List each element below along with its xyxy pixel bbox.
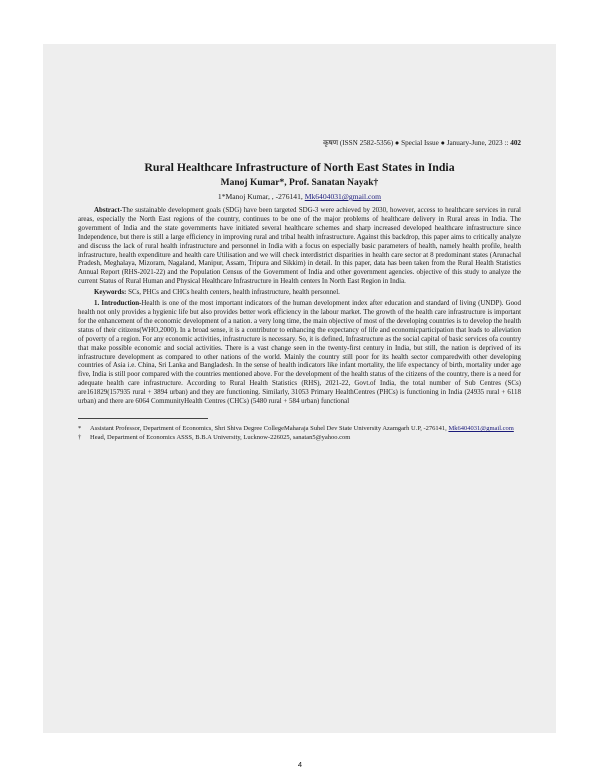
footnote-text bbox=[90, 434, 521, 442]
affiliation-email-link[interactable]: Mk6404031@gmail.com bbox=[304, 192, 382, 201]
footnote-email-link[interactable]: Mk6404031@gmail.com bbox=[448, 424, 514, 432]
running-header bbox=[78, 138, 521, 148]
introduction-heading: 1. Introduction- bbox=[94, 299, 142, 308]
footnote-mark: * bbox=[78, 424, 82, 432]
abstract-label: Abstract- bbox=[94, 206, 123, 214]
introduction-text: Health is one of the most important indicators of the human development index after education and standard of living (UNDP). Good health not only provides a hygienic life but also provides better work efficiency in the labour market. The growth of the health care infrastructure is important for the enhancement of the economic development of a nation. a very long time, the main objective of most of the developing countries is to develop the health status of their citizens(WHO,2000). In a broad sense, it is a contributor to enhancing the expectancy of life and economicparticipation that leads to alleviation of poverty of a region. For any economic activities, infrastructure is necessary. So, it is defined, Infrastructure as the social capital of basic services ofa country that make possible economic and social activities. There is a vast change seen in the twenty-first century in India, but still, the nation is deprived of its infrastructure development as compared to other nations of the world. Mainly the country still poor for its health sector comparedwith other developing countries of Asia i.e. China, Sri Lanka and Bangladesh. In the sense of health indicators like infant mortality, the life expectancy of birth, mortality under age five, India is still poor compared with the countries mentioned above. For the development of the health status of the citizens of the country, there is a need for adequate health care infrastructure. According to Rural Health Statistics (RHS), 2021-22, Govt.of India, the total number of Sub Centres (SCs) are161829(157935 rural + 3894 urban) and they are functioning. Similarly, 31053 Primary HealthCentres (PHCs) is functioning in India (24935 rural + 6118 urban) and there are 6064 CommunityHealth Centres (CHCs) (5480 rural + 584 urban) functional bbox=[78, 299, 521, 406]
page-sheet bbox=[43, 44, 556, 733]
footnote-mark: † bbox=[78, 434, 82, 442]
affiliation-line bbox=[78, 192, 521, 202]
footnote-body: Head, Department of Economics ASSS, B.B.A University, Lucknow-226025, bbox=[90, 434, 293, 442]
affiliation-text: 1*Manoj Kumar, , -276141, bbox=[217, 192, 305, 201]
page-number: 4 bbox=[297, 760, 303, 769]
paper-title: Rural Healthcare Infrastructure of North East States in India bbox=[144, 160, 455, 174]
header-page-ref: 402 bbox=[510, 139, 521, 147]
footnote-body: Assistant Professor, Department of Economics, Shri Shiva Degree CollegeMaharaja Suhel Dev State University Azamgarh U.P, -276141, bbox=[90, 424, 449, 432]
footnote-item bbox=[78, 434, 521, 442]
introduction-paragraph bbox=[78, 299, 521, 406]
issn-info: (ISSN 2582-5356) ● Special Issue ● January-June, 2023 :: bbox=[338, 139, 511, 147]
article-body bbox=[78, 206, 521, 406]
keywords-paragraph bbox=[78, 288, 521, 297]
footnote-divider bbox=[78, 418, 208, 419]
abstract-text: The sustainable development goals (SDG) have been targeted SDG-3 were achieved by 2030, however, access to healthcare services in rural areas, especially the North East regions of the country, continues to be one of the major problems of healthcare delivery in Rural areas in India. The government of India and the state governments have initiated several healthcare schemes and sharp increased developed healthcare infrastructure since Independence, but there is still a large efficiency in improving rural and tribal health infrastructure. Against this backdrop, this paper aims to critically analyze and discuss the lack of rural health infrastructure and personnel in India with a focus on especially basic parameters of health, namely health profile, health infrastructure, health expenditure and health care Utilisation and we will check interdistrict disparities in health care sector at 8 predominant states (Arunachal Pradesh, Meghalaya, Mizoram, Nagaland, Manipur, Assam, Tripura and Sikkim) in detail. In this paper, data has been taken from the Rural Health Statistics Annual Report (RHS-2021-22) and the Population Census of the Government of India and other government agencies. objective of this study to analyze the current Status of Rural Human and Physical Healthcare Infrastructure in Health centers In North East Region in India. bbox=[78, 206, 521, 286]
keywords-label: Keywords: bbox=[94, 288, 127, 297]
footnote-email: sanatan5@yahoo.com bbox=[292, 434, 351, 442]
footnote-item bbox=[78, 425, 521, 433]
keywords-text: SCs, PHCs and CHCs health centers, health infrastructure, health personnel. bbox=[126, 288, 340, 297]
abstract-paragraph bbox=[78, 206, 521, 286]
footnotes bbox=[78, 425, 521, 443]
footnote-text bbox=[90, 425, 521, 433]
journal-name: कृषण bbox=[323, 139, 339, 147]
author-line: Manoj Kumar*, Prof. Sanatan Nayak† bbox=[220, 178, 379, 188]
